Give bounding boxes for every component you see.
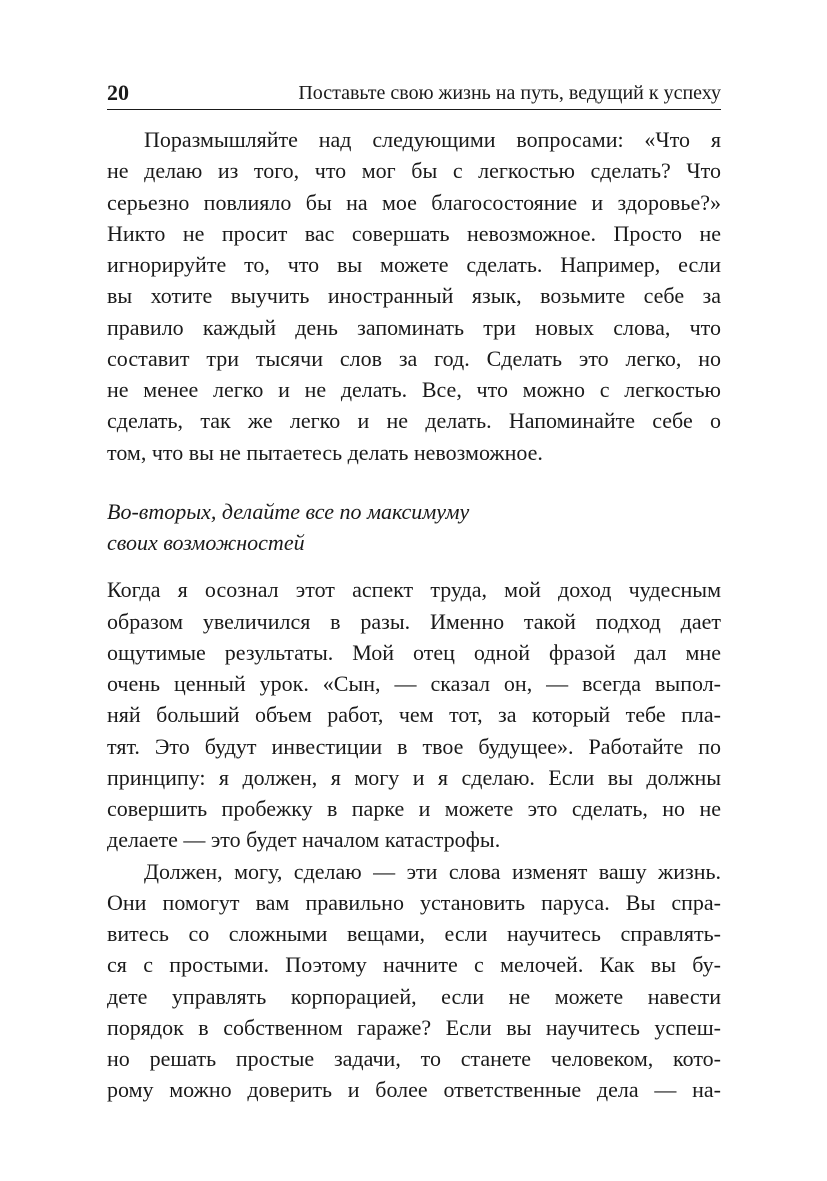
text-line: принципу: я должен, я могу и я сделаю. Если вы должны [107, 764, 721, 790]
paragraph-1 [107, 124, 721, 468]
text-line: Поразмышляйте над следующими вопросами: «Что я [144, 127, 721, 152]
text-line: Они помогут вам правильно установить паруса. Вы спра- [107, 889, 721, 915]
text-line: витесь со сложными вещами, если научитесь справлять- [107, 921, 721, 946]
spacer [107, 468, 721, 496]
paragraph-3 [107, 856, 721, 1106]
section-heading-line: своих возможностей [107, 530, 305, 555]
text-line: няй больший объем работ, чем тот, за который тебе пла- [107, 702, 721, 728]
text-line: составит три тысячи слов за год. Сделать это легко, но [107, 345, 721, 371]
section-heading [107, 496, 721, 559]
text-line: рому можно доверить и более ответственные дела — на- [107, 1077, 721, 1103]
text-line: серьезно повлияло бы на мое благосостояние и здоровье?» [107, 189, 721, 215]
running-title: Поставьте свою жизнь на путь, ведущий к успеху [298, 82, 721, 104]
text-line: вы хотите выучить иностранный язык, возьмите себе за [107, 283, 721, 309]
text-line: игнорируйте то, что вы можете сделать. Например, если [107, 252, 721, 277]
text-line: не менее легко и не делать. Все, что можно с легкостью [107, 377, 721, 402]
text-line: но решать простые задачи, то станете человеком, кото- [107, 1046, 721, 1071]
text-line: ощутимые результаты. Мой отец одной фразой дал мне [107, 639, 721, 665]
page-number: 20 [107, 80, 129, 105]
text-line: тят. Это будут инвестиции в твое будущее». Работайте по [107, 733, 721, 759]
text-line: образом увеличился в разы. Именно такой подход дает [107, 608, 721, 634]
header-rule [107, 109, 721, 110]
text-line: сделать, так же легко и не делать. Напоминайте себе о [107, 408, 721, 434]
text-line: совершить пробежку в парке и можете это сделать, но не [107, 796, 721, 821]
text-line: Когда я осознал этот аспект труда, мой доход чудесным [107, 577, 721, 603]
running-head [107, 78, 721, 108]
text-line: дете управлять корпорацией, если не можете навести [107, 983, 721, 1009]
section-heading-line: Во-вторых, делайте все по максимуму [107, 498, 470, 524]
paragraph-2 [107, 574, 721, 855]
text-line: том, что вы не пытаетесь делать невозможное. [107, 439, 543, 465]
text-line: Должен, могу, сделаю — эти слова изменят вашу жизнь. [144, 858, 721, 884]
book-page [107, 78, 721, 1103]
text-line: ся с простыми. Поэтому начните с мелочей. Как вы бу- [107, 952, 721, 978]
text-line: Никто не просит вас совершать невозможное. Просто не [107, 220, 721, 246]
text-line: не делаю из того, что мог бы с легкостью сделать? Что [107, 158, 721, 184]
text-line: правило каждый день запоминать три новых слова, что [107, 314, 721, 340]
text-line: делаете — это будет началом катастрофы. [107, 827, 501, 853]
body-text [107, 124, 721, 1106]
text-line: очень ценный урок. «Сын, — сказал он, — всегда выпол- [107, 671, 721, 696]
text-line: порядок в собственном гараже? Если вы научитесь успеш- [107, 1014, 721, 1040]
spacer [107, 558, 721, 574]
